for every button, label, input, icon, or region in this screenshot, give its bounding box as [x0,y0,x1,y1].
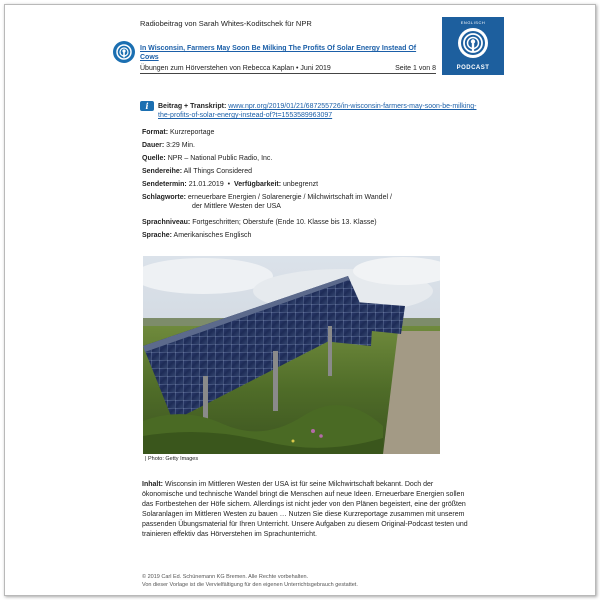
author-line: Radiobeitrag von Sarah Whites-Koditschek für NPR [140,19,312,28]
level-label: Sprachniveau: [142,219,191,226]
language-row [142,231,472,240]
page-number: Seite 1 von 8 [395,65,436,72]
keywords-row [142,193,472,211]
episode-title-link[interactable]: In Wisconsin, Farmers May Soon Be Milking The Profits Of Solar Energy Instead Of Cows [140,45,417,61]
logo-top-text: ENGLISCH [460,20,486,25]
subtitle-text: Übungen zum Hörverstehen von Rebecca Kaplan • Juni 2019 [140,65,331,72]
content-label: Inhalt: [142,481,163,488]
format-row [142,128,472,137]
level-value: Fortgeschritten; Oberstufe (Ende 10. Klasse bis 13. Klasse) [192,219,377,226]
info-icon: i [140,101,154,111]
keywords-label: Schlagworte: [142,194,186,201]
source-label: Quelle: [142,155,166,162]
source-row [142,154,472,163]
series-label: Sendereihe: [142,168,183,175]
format-label: Format: [142,129,169,136]
transcript-line [158,102,478,120]
availability-value: unbegrenzt [283,181,319,188]
document-page [4,4,596,596]
transcript-label: Beitrag + Transkript: [158,103,227,110]
content-paragraph [142,480,474,540]
solar-panels-photo [143,256,440,454]
footer-copyright: © 2019 Carl Ed. Schünemann KG Bremen. Alle Rechte vorbehalten. [142,574,309,580]
level-row [142,218,472,227]
language-value: Amerikanisches Englisch [173,232,252,239]
date-row: Sendetermin: 21.01.2019 • Verfügbarkeit: unbegrenzt [142,181,319,188]
duration-label: Dauer: [142,142,165,149]
podcast-icon [113,41,135,63]
podcast-logo-icon [456,26,490,60]
series-row [142,167,472,176]
footer [142,574,472,589]
photo-credit: | Photo: Getty Images [145,456,199,462]
footer-usage: Von dieser Vorlage ist die Vervielfältigung für den eigenen Unterrichtsgebrauch gestattet. [142,581,358,588]
duration-row [142,141,472,150]
duration-value: 3:29 Min. [166,142,195,149]
keywords-value-2: der Mittlere Westen der USA [192,203,281,210]
keywords-value-1: erneuerbare Energien / Solarenergie / Milchwirtschaft im Wandel / [187,194,392,201]
podcast-logo [442,17,504,75]
format-value: Kurzreportage [170,129,215,136]
availability-label: Verfügbarkeit: [233,181,282,188]
language-label: Sprache: [142,232,172,239]
date-label: Sendetermin: [142,181,187,188]
logo-bottom-text: PODCAST [456,65,490,71]
subtitle-line [140,65,436,74]
transcript-url-link[interactable]: www.npr.org/2019/01/21/687255726/in-wisconsin-farmers-may-soon-be-milking-the-profits-of-solar-energy-instead-of?t=1553589963097 [158,103,477,119]
series-value: All Things Considered [183,168,252,175]
date-value: 21.01.2019 [188,181,224,188]
content-text: Wisconsin im Mittleren Westen der USA ist für seine Milchwirtschaft bekannt. Doch der ökonomische und technische Wandel bringt die Menschen auf neue Ideen. Erneuerbare Energien sollen das Fortbestehen der Höfe sichern. Allerdings ist nicht jeder von den Plänen begeistert, eine der größten Solaranlagen im Mittleren Westen zu bauen … Nutzen Sie diese Kurzreportage zusammen mit unserem passenden Übungsmaterial für Ihren Unterricht. Unsere Aufgaben zu diesem Original-Podcast testen und trainieren effektiv das Hörverstehen im Sprachunterricht. [142,481,468,538]
source-value: NPR – National Public Radio, Inc. [167,155,273,162]
